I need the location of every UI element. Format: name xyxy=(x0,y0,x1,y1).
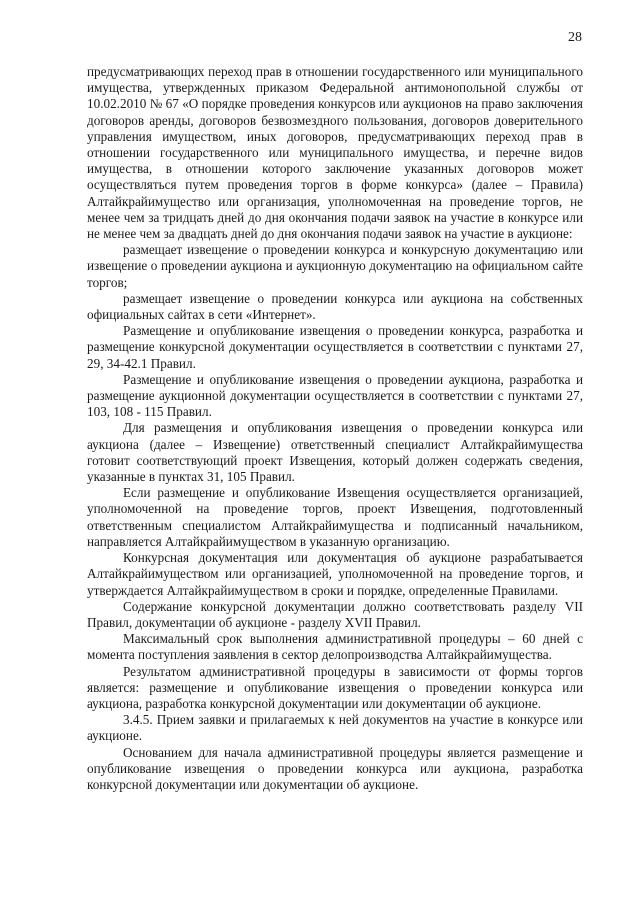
paragraph: Содержание конкурсной документации должно соответствовать разделу VII Правил, документации об аукционе - разделу XVII Правил. xyxy=(87,598,583,630)
paragraph: Основанием для начала административной процедуры является размещение и опубликование извещения о проведении конкурса или аукциона, разработка конкурсной документации или документации об аукционе. xyxy=(87,744,583,792)
paragraph: Размещение и опубликование извещения о проведении аукциона, разработка и размещение аукционной документации осуществляется в соответствии с пунктами 27, 103, 108 - 115 Правил. xyxy=(87,371,583,420)
paragraph: Конкурсная документация или документация об аукционе разрабатывается Алтайкрайимуществом или организацией, уполномоченной на проведение торгов, и утверждается Алтайкрайимуществом в сроки и порядке, определенные Правилами. xyxy=(87,550,583,598)
document-body xyxy=(87,64,583,793)
paragraph: Результатом административной процедуры в зависимости от формы торгов является: размещение и опубликование извещения о проведении конкурса или аукциона, разработка конкурсной документации или документации об аукционе. xyxy=(87,663,583,711)
paragraph: Максимальный срок выполнения административной процедуры – 60 дней с момента поступления заявления в сектор делопроизводства Алтайкрайимущества. xyxy=(87,631,583,663)
paragraph: 3.4.5. Прием заявки и прилагаемых к ней документов на участие в конкурсе или аукционе. xyxy=(87,712,583,744)
page-number: 28 xyxy=(568,30,582,45)
paragraph: Если размещение и опубликование Извещения осуществляется организацией, уполномоченной на проведение торгов, проект Извещения, подготовленный ответственным специалистом Алтайкрайимущества и подписанный начальником, направляется Алтайкрайимуществом в указанную организацию. xyxy=(87,485,583,549)
paragraph: размещает извещение о проведении конкурса или аукциона на собственных официальных сайтах в сети «Интернет». xyxy=(87,290,583,323)
paragraph: размещает извещение о проведении конкурса и конкурсную документацию или извещение о проведении аукциона и аукционную документацию на официальном сайте торгов; xyxy=(87,242,583,290)
paragraph: Размещение и опубликование извещения о проведении конкурса, разработка и размещение конкурсной документации осуществляется в соответствии с пунктами 27, 29, 34-42.1 Правил. xyxy=(87,323,583,371)
paragraph: предусматривающих переход прав в отношении государственного или муниципального имущества, утвержденных приказом Федеральной антимонопольной службы от 10.02.2010 № 67 «О порядке проведения конкурсов или аукционов на право заключения договоров аренды, договоров безвозмездного пользования, договоров доверительного управления имуществом, иных договоров, предусматривающих переход прав в отношении государственного или муниципального имущества, и перечне видов имущества, в отношении которого заключение указанных договоров может осуществляться путем проведения торгов в форме конкурса» (далее – Правила) Алтайкрайимущество или организация, уполномоченная на проведение торгов, не менее чем за тридцать дней до дня окончания подачи заявок на участие в конкурсе или не менее чем за двадцать дней до дня окончания подачи заявок на участие в аукционе: xyxy=(87,64,583,242)
paragraph: Для размещения и опубликования извещения о проведении конкурса или аукциона (далее – Извещение) ответственный специалист Алтайкрайимущества готовит соответствующий проект Извещения, который должен содержать сведения, указанные в пунктах 31, 105 Правил. xyxy=(87,420,583,485)
